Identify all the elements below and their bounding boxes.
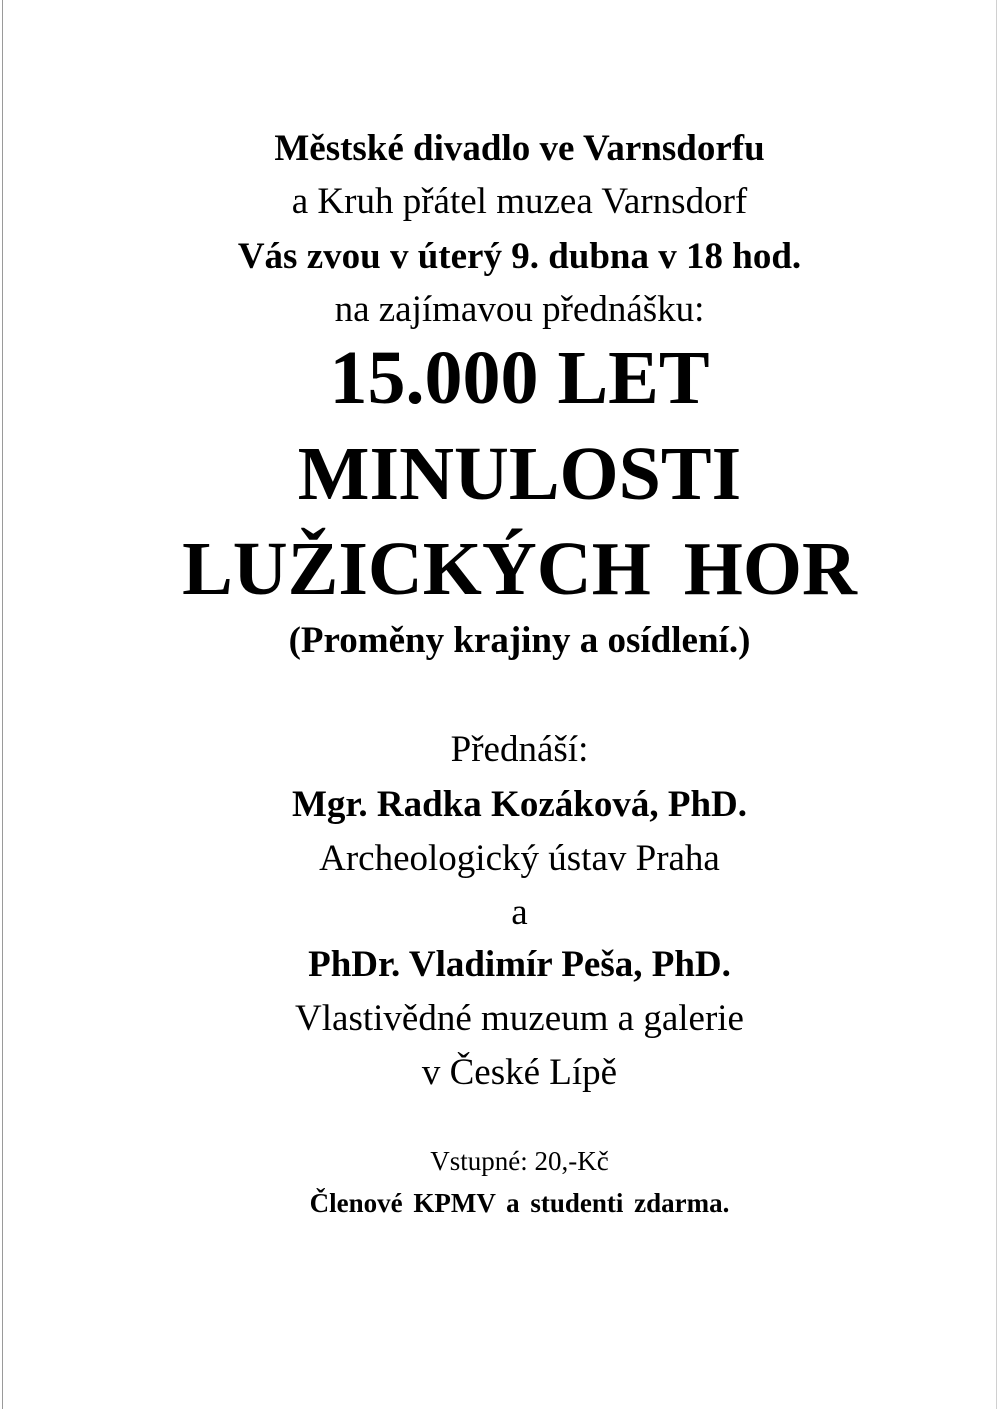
lecturer-2-affiliation-line-2: v České Lípě <box>421 1052 618 1093</box>
lecturer-2-affiliation-line-1: Vlastivědné muzeum a galerie <box>295 998 744 1039</box>
organizer-museum-friends: a Kruh přátel muzea Varnsdorf <box>291 181 748 222</box>
lecture-title-line-1: 15.000 LET <box>329 336 710 420</box>
lecture-intro: na zajímavou přednášku: <box>334 289 705 330</box>
lecturer-1-name: Mgr. Radka Kozáková, PhD. <box>291 784 747 825</box>
invitation-date-time: Vás zvou v úterý 9. dubna v 18 hod. <box>237 236 802 277</box>
lecturer-2-name: PhDr. Vladimír Peša, PhD. <box>308 944 731 985</box>
lecturers-conjunction: a <box>511 892 528 933</box>
lecturers-label: Přednáší: <box>450 729 589 770</box>
organizer-theatre: Městské divadlo ve Varnsdorfu <box>274 128 765 169</box>
lecture-subtitle: (Proměny krajiny a osídlení.) <box>288 620 751 661</box>
lecture-title-line-3: LUŽICKÝCH HOR <box>182 527 857 611</box>
admission-price: Vstupné: 20,-Kč <box>430 1146 609 1176</box>
lecture-title-line-2: MINULOSTI <box>297 432 742 516</box>
page-edge-left <box>2 0 3 1409</box>
lecturer-1-affiliation: Archeologický ústav Praha <box>319 838 720 879</box>
free-admission-note: Členové KPMV a studenti zdarma. <box>309 1188 730 1218</box>
